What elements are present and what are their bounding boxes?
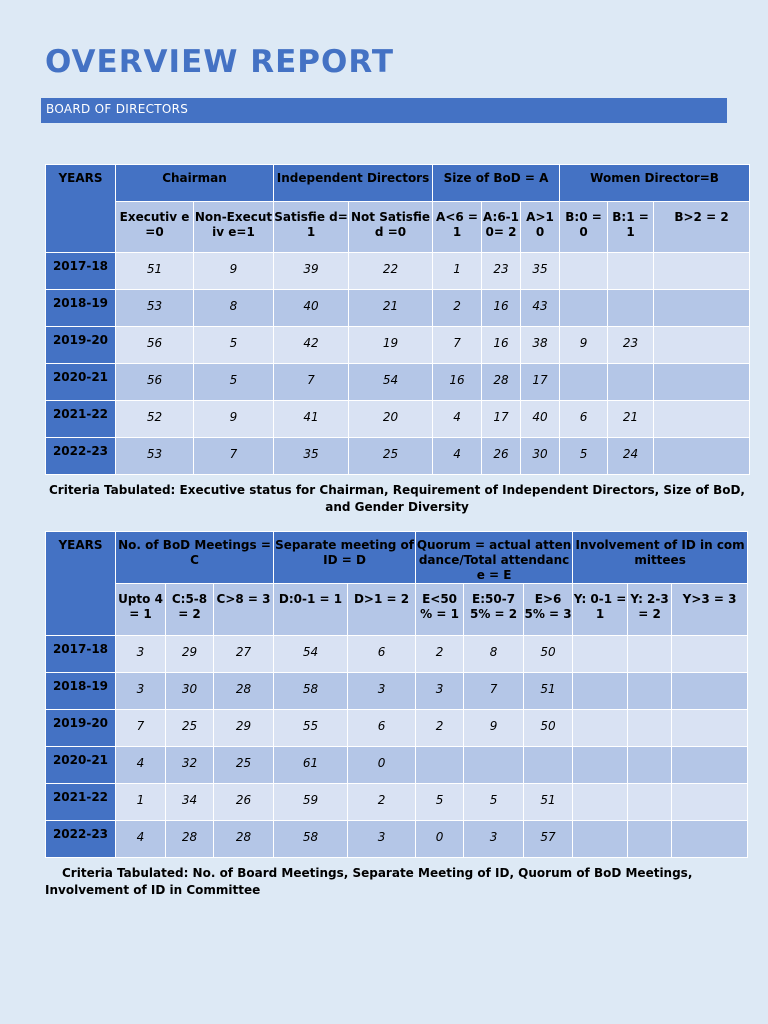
- year-cell: 2020-21: [46, 364, 116, 401]
- value-cell: 58: [274, 821, 348, 858]
- value-cell: 7: [274, 364, 349, 401]
- report-title: OVERVIEW REPORT: [45, 44, 394, 80]
- value-cell: [654, 364, 750, 401]
- value-cell: 1: [116, 784, 166, 821]
- sub-header: Non-Executiv e=1: [194, 202, 274, 253]
- value-cell: 53: [116, 438, 194, 475]
- group-header: No. of BoD Meetings = C: [116, 532, 274, 584]
- value-cell: 58: [274, 673, 348, 710]
- value-cell: [608, 364, 654, 401]
- value-cell: 16: [433, 364, 482, 401]
- value-cell: 9: [464, 710, 524, 747]
- value-cell: 17: [482, 401, 521, 438]
- year-cell: 2022-23: [46, 438, 116, 475]
- value-cell: 54: [274, 636, 348, 673]
- group-header: Independent Directors: [274, 165, 433, 202]
- value-cell: [654, 438, 750, 475]
- section-header-bar: BOARD OF DIRECTORS: [41, 98, 727, 123]
- year-cell: 2019-20: [46, 710, 116, 747]
- year-cell: 2022-23: [46, 821, 116, 858]
- value-cell: 9: [194, 253, 274, 290]
- value-cell: 21: [608, 401, 654, 438]
- sub-header: B>2 = 2: [654, 202, 750, 253]
- value-cell: 50: [524, 710, 573, 747]
- value-cell: [573, 784, 628, 821]
- year-cell: 2020-21: [46, 747, 116, 784]
- value-cell: 28: [482, 364, 521, 401]
- table-row: [46, 290, 750, 327]
- group-header: Quorum = actual attendance/Total attendance = E: [416, 532, 573, 584]
- sub-header: Y: 0-1 = 1: [573, 584, 628, 636]
- value-cell: [672, 784, 748, 821]
- value-cell: 16: [482, 327, 521, 364]
- table-row: [46, 438, 750, 475]
- sub-header: E:50-75% = 2: [464, 584, 524, 636]
- value-cell: [628, 673, 672, 710]
- table1-caption: Criteria Tabulated: Executive status for Chairman, Requirement of Independent Directors, Size of BoD, and Gender Diversity: [48, 483, 745, 514]
- value-cell: 29: [214, 710, 274, 747]
- year-cell: 2018-19: [46, 673, 116, 710]
- sub-header: B:0 = 0: [560, 202, 608, 253]
- value-cell: 30: [521, 438, 560, 475]
- value-cell: [573, 673, 628, 710]
- value-cell: 26: [214, 784, 274, 821]
- value-cell: [628, 821, 672, 858]
- year-cell: 2017-18: [46, 636, 116, 673]
- value-cell: 56: [116, 364, 194, 401]
- value-cell: 17: [521, 364, 560, 401]
- value-cell: [524, 747, 573, 784]
- value-cell: 3: [116, 636, 166, 673]
- value-cell: 32: [166, 747, 214, 784]
- value-cell: 56: [116, 327, 194, 364]
- value-cell: 9: [194, 401, 274, 438]
- value-cell: 25: [349, 438, 433, 475]
- years-header: YEARS: [46, 532, 116, 636]
- value-cell: 26: [482, 438, 521, 475]
- value-cell: 2: [348, 784, 416, 821]
- table-row: [46, 636, 748, 673]
- value-cell: 2: [416, 710, 464, 747]
- table2-caption: Criteria Tabulated: No. of Board Meetings, Separate Meeting of ID, Quorum of BoD Meetings, Involvement of ID in Committee: [45, 866, 693, 897]
- sub-header: C:5-8 = 2: [166, 584, 214, 636]
- years-header: YEARS: [46, 165, 116, 253]
- value-cell: 54: [349, 364, 433, 401]
- year-cell: 2021-22: [46, 401, 116, 438]
- value-cell: 27: [214, 636, 274, 673]
- sub-header: A<6 =1: [433, 202, 482, 253]
- value-cell: 57: [524, 821, 573, 858]
- table-row: [46, 710, 748, 747]
- value-cell: 9: [560, 327, 608, 364]
- value-cell: [628, 747, 672, 784]
- value-cell: 0: [348, 747, 416, 784]
- board-composition-table: [45, 164, 750, 475]
- value-cell: [672, 821, 748, 858]
- value-cell: 5: [194, 364, 274, 401]
- value-cell: 5: [560, 438, 608, 475]
- value-cell: [628, 636, 672, 673]
- sub-header: Upto 4 = 1: [116, 584, 166, 636]
- group-header: Involvement of ID in committees: [573, 532, 748, 584]
- value-cell: [560, 253, 608, 290]
- value-cell: 5: [416, 784, 464, 821]
- sub-header: Y>3 = 3: [672, 584, 748, 636]
- group-header: Chairman: [116, 165, 274, 202]
- value-cell: 7: [433, 327, 482, 364]
- value-cell: 1: [433, 253, 482, 290]
- value-cell: 5: [194, 327, 274, 364]
- value-cell: 4: [433, 438, 482, 475]
- value-cell: [560, 364, 608, 401]
- value-cell: 28: [166, 821, 214, 858]
- value-cell: 41: [274, 401, 349, 438]
- value-cell: 42: [274, 327, 349, 364]
- value-cell: 2: [433, 290, 482, 327]
- year-cell: 2021-22: [46, 784, 116, 821]
- value-cell: [672, 636, 748, 673]
- value-cell: 7: [116, 710, 166, 747]
- table-row: [46, 821, 748, 858]
- table-row: [46, 253, 750, 290]
- value-cell: [654, 253, 750, 290]
- value-cell: 3: [464, 821, 524, 858]
- value-cell: 30: [166, 673, 214, 710]
- value-cell: 4: [116, 747, 166, 784]
- value-cell: [654, 401, 750, 438]
- sub-header: E>6 5% = 3: [524, 584, 573, 636]
- value-cell: 52: [116, 401, 194, 438]
- value-cell: 19: [349, 327, 433, 364]
- value-cell: 6: [348, 710, 416, 747]
- year-cell: 2019-20: [46, 327, 116, 364]
- value-cell: 6: [348, 636, 416, 673]
- value-cell: 51: [524, 784, 573, 821]
- table-row: [46, 364, 750, 401]
- value-cell: 25: [214, 747, 274, 784]
- value-cell: 8: [464, 636, 524, 673]
- sub-header: C>8 = 3: [214, 584, 274, 636]
- value-cell: [573, 747, 628, 784]
- year-cell: 2018-19: [46, 290, 116, 327]
- table-row: [46, 747, 748, 784]
- value-cell: [628, 784, 672, 821]
- value-cell: 51: [116, 253, 194, 290]
- value-cell: 3: [348, 821, 416, 858]
- sub-header: Executiv e=0: [116, 202, 194, 253]
- value-cell: [464, 747, 524, 784]
- value-cell: 40: [521, 401, 560, 438]
- value-cell: 53: [116, 290, 194, 327]
- sub-header: D>1 = 2: [348, 584, 416, 636]
- value-cell: 7: [194, 438, 274, 475]
- value-cell: 28: [214, 673, 274, 710]
- value-cell: 5: [464, 784, 524, 821]
- table-row: [46, 784, 748, 821]
- sub-header: Y: 2-3 = 2: [628, 584, 672, 636]
- group-header: Size of BoD = A: [433, 165, 560, 202]
- value-cell: [654, 290, 750, 327]
- value-cell: [608, 253, 654, 290]
- value-cell: [608, 290, 654, 327]
- table-row: [46, 673, 748, 710]
- sub-header: A:6-10= 2: [482, 202, 521, 253]
- value-cell: 24: [608, 438, 654, 475]
- value-cell: 39: [274, 253, 349, 290]
- sub-header: D:0-1 = 1: [274, 584, 348, 636]
- sub-header: E<50 % = 1: [416, 584, 464, 636]
- value-cell: 43: [521, 290, 560, 327]
- year-cell: 2017-18: [46, 253, 116, 290]
- value-cell: 59: [274, 784, 348, 821]
- value-cell: 25: [166, 710, 214, 747]
- value-cell: 40: [274, 290, 349, 327]
- value-cell: [560, 290, 608, 327]
- sub-header: Not Satisfied =0: [349, 202, 433, 253]
- value-cell: 61: [274, 747, 348, 784]
- value-cell: [573, 821, 628, 858]
- sub-header: B:1 = 1: [608, 202, 654, 253]
- value-cell: 23: [608, 327, 654, 364]
- value-cell: 3: [348, 673, 416, 710]
- value-cell: 8: [194, 290, 274, 327]
- value-cell: 55: [274, 710, 348, 747]
- value-cell: [573, 710, 628, 747]
- value-cell: [672, 710, 748, 747]
- value-cell: 3: [116, 673, 166, 710]
- value-cell: 38: [521, 327, 560, 364]
- value-cell: 3: [416, 673, 464, 710]
- value-cell: 50: [524, 636, 573, 673]
- value-cell: 34: [166, 784, 214, 821]
- group-header: Separate meeting of ID = D: [274, 532, 416, 584]
- value-cell: [628, 710, 672, 747]
- value-cell: 16: [482, 290, 521, 327]
- value-cell: 4: [116, 821, 166, 858]
- value-cell: 6: [560, 401, 608, 438]
- value-cell: [573, 636, 628, 673]
- value-cell: 7: [464, 673, 524, 710]
- value-cell: [654, 327, 750, 364]
- value-cell: 4: [433, 401, 482, 438]
- board-meetings-table: [45, 531, 748, 858]
- value-cell: 0: [416, 821, 464, 858]
- value-cell: 2: [416, 636, 464, 673]
- value-cell: [672, 747, 748, 784]
- table-row: [46, 327, 750, 364]
- value-cell: [416, 747, 464, 784]
- value-cell: [672, 673, 748, 710]
- table-row: [46, 401, 750, 438]
- group-header: Women Director=B: [560, 165, 750, 202]
- value-cell: 29: [166, 636, 214, 673]
- value-cell: 23: [482, 253, 521, 290]
- value-cell: 22: [349, 253, 433, 290]
- value-cell: 28: [214, 821, 274, 858]
- sub-header: A>1 0: [521, 202, 560, 253]
- value-cell: 35: [274, 438, 349, 475]
- value-cell: 51: [524, 673, 573, 710]
- value-cell: 21: [349, 290, 433, 327]
- sub-header: Satisfie d=1: [274, 202, 349, 253]
- value-cell: 20: [349, 401, 433, 438]
- value-cell: 35: [521, 253, 560, 290]
